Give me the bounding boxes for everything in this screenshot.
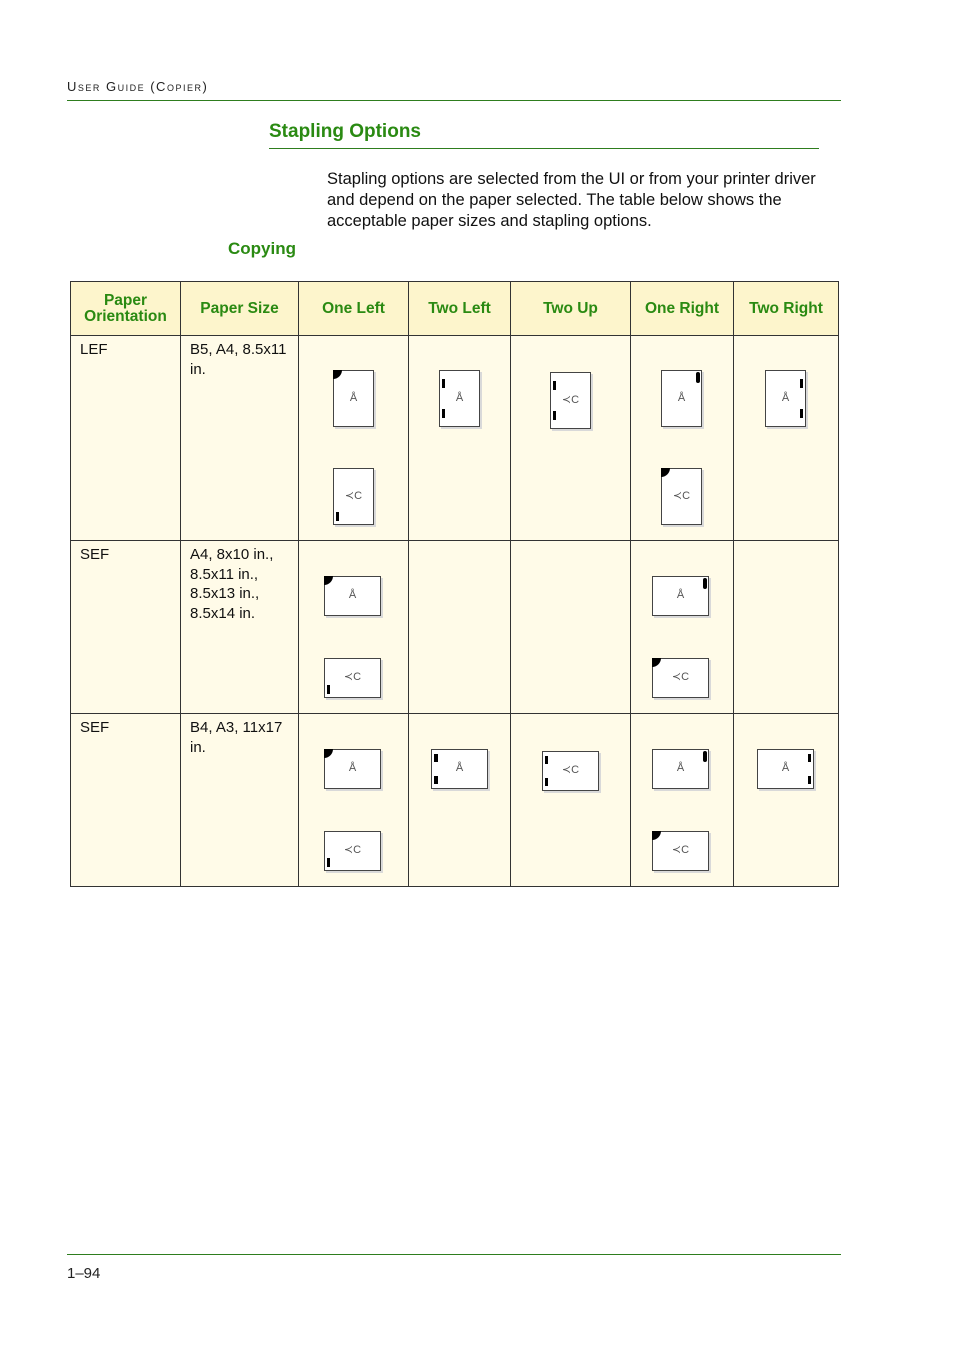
one-right-cell <box>631 541 734 714</box>
paper-size-cell: B5, A4, 8.5x11 in. <box>181 336 299 541</box>
document-glyph-icon: ≺C <box>561 393 580 406</box>
one-left-cell <box>299 336 409 541</box>
corner-staple-icon <box>324 576 333 585</box>
document-glyph-icon: ≺C <box>344 489 363 502</box>
staple-sheet-icon <box>542 751 599 791</box>
col-header-one-left: One Left <box>299 282 409 336</box>
document-glyph-icon: Å <box>677 391 686 404</box>
table-row <box>71 336 839 541</box>
document-glyph-icon: Å <box>455 761 464 774</box>
document-glyph-icon: ≺C <box>672 489 691 502</box>
document-glyph-icon: ≺C <box>671 670 690 683</box>
staple-sheet-icon <box>550 372 591 429</box>
section-rule <box>269 148 819 149</box>
edge-staple-icon <box>545 756 548 764</box>
corner-staple-icon <box>703 751 707 762</box>
paper-size-cell: A4, 8x10 in., 8.5x11 in., 8.5x13 in., 8.5x14 in. <box>181 541 299 714</box>
edge-staple-icon <box>545 778 548 786</box>
copying-subheading: Copying <box>228 239 296 258</box>
paper-size-cell: B4, A3, 11x17 in. <box>181 714 299 887</box>
edge-staple-icon <box>442 379 445 388</box>
intro-paragraph: Stapling options are selected from the UI or from your printer driver and depend on the paper selected. The table below shows the acceptable paper sizes and stapling options. <box>327 170 816 230</box>
one-left-cell <box>299 541 409 714</box>
document-glyph-icon: Å <box>349 391 358 404</box>
staple-sheet-icon <box>765 370 806 427</box>
staple-sheet-icon <box>324 658 381 698</box>
staple-sheet-icon <box>439 370 480 427</box>
corner-staple-icon <box>333 370 342 379</box>
two-right-cell <box>734 336 839 541</box>
staple-sheet-icon <box>333 370 374 427</box>
staple-sheet-icon <box>333 468 374 525</box>
document-glyph-icon: ≺C <box>671 843 690 856</box>
document-glyph-icon: Å <box>676 588 685 601</box>
edge-staple-icon <box>327 858 330 867</box>
staple-sheet-icon <box>431 749 488 789</box>
document-glyph-icon: ≺C <box>343 670 362 683</box>
corner-staple-icon <box>652 658 661 667</box>
col-header-one-right: One Right <box>631 282 734 336</box>
two-left-cell <box>409 714 511 887</box>
table-header-row <box>71 282 839 336</box>
edge-staple-icon <box>336 512 339 521</box>
edge-staple-icon <box>434 776 438 784</box>
staple-sheet-icon <box>324 576 381 616</box>
running-header: User Guide (Copier) <box>67 79 209 94</box>
two-up-cell <box>511 336 631 541</box>
one-right-cell <box>631 714 734 887</box>
header-rule <box>67 100 841 101</box>
page-number: 1–94 <box>67 1265 101 1282</box>
document-glyph-icon: Å <box>781 761 790 774</box>
footer-rule <box>67 1254 841 1255</box>
staple-sheet-icon <box>757 749 814 789</box>
corner-staple-icon <box>661 468 670 477</box>
edge-staple-icon <box>808 776 811 784</box>
edge-staple-icon <box>434 754 438 762</box>
document-glyph-icon: Å <box>781 391 790 404</box>
col-header-two-up: Two Up <box>511 282 631 336</box>
two-right-cell <box>734 714 839 887</box>
staple-sheet-icon <box>652 658 709 698</box>
edge-staple-icon <box>327 685 330 694</box>
table-row <box>71 541 839 714</box>
document-glyph-icon: ≺C <box>343 843 362 856</box>
col-header-paper-size: Paper Size <box>181 282 299 336</box>
one-right-cell <box>631 336 734 541</box>
document-glyph-icon: Å <box>348 761 357 774</box>
staple-sheet-icon <box>661 468 702 525</box>
orientation-cell: SEF <box>71 541 181 714</box>
corner-staple-icon <box>324 749 333 758</box>
edge-staple-icon <box>808 754 811 762</box>
table-row <box>71 714 839 887</box>
two-left-cell <box>409 336 511 541</box>
staple-sheet-icon <box>661 370 702 427</box>
col-header-two-left: Two Left <box>409 282 511 336</box>
two-left-cell <box>409 541 511 714</box>
col-header-paper-orientation: Paper Orientation <box>71 282 181 336</box>
document-glyph-icon: ≺C <box>561 763 580 776</box>
corner-staple-icon <box>703 578 707 589</box>
two-up-cell <box>511 714 631 887</box>
stapling-options-table <box>70 281 839 887</box>
two-up-cell <box>511 541 631 714</box>
two-right-cell <box>734 541 839 714</box>
col-header-two-right: Two Right <box>734 282 839 336</box>
corner-staple-icon <box>652 831 661 840</box>
document-glyph-icon: Å <box>455 391 464 404</box>
staple-sheet-icon <box>652 749 709 789</box>
staple-sheet-icon <box>324 749 381 789</box>
edge-staple-icon <box>442 409 445 418</box>
section-title: Stapling Options <box>269 121 421 142</box>
corner-staple-icon <box>696 372 700 383</box>
one-left-cell <box>299 714 409 887</box>
orientation-cell: SEF <box>71 714 181 887</box>
staple-sheet-icon <box>652 576 709 616</box>
document-glyph-icon: Å <box>348 588 357 601</box>
staple-sheet-icon <box>324 831 381 871</box>
staple-sheet-icon <box>652 831 709 871</box>
orientation-cell: LEF <box>71 336 181 541</box>
document-glyph-icon: Å <box>676 761 685 774</box>
edge-staple-icon <box>800 379 803 388</box>
edge-staple-icon <box>800 409 803 418</box>
edge-staple-icon <box>553 411 556 420</box>
edge-staple-icon <box>553 381 556 390</box>
